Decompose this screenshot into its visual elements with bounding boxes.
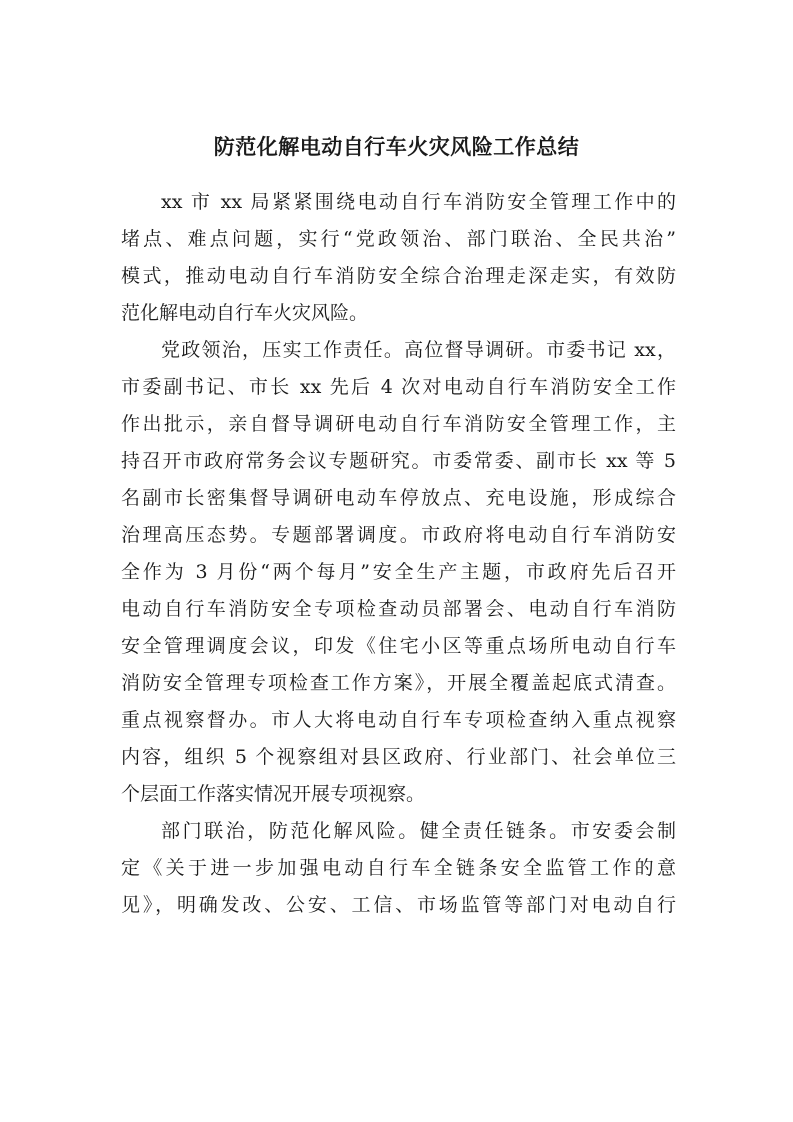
paragraph-line: 堵点、难点问题，实行“党政领治、部门联治、全民共治” bbox=[121, 228, 676, 250]
paragraph-department-joint bbox=[121, 813, 676, 924]
paragraph-line: 名副市长密集督导调研电动车停放点、充电设施，形成综合 bbox=[121, 487, 676, 509]
paragraph-line: xx 市 xx 局紧紧围绕电动自行车消防安全管理工作中的 bbox=[161, 191, 676, 213]
paragraph-line: 部门联治，防范化解风险。健全责任链条。市安委会制 bbox=[161, 820, 676, 842]
document-title: 防范化解电动自行车火灾风险工作总结 bbox=[213, 134, 580, 159]
paragraph-line: 重点视察督办。市人大将电动自行车专项检查纳入重点视察 bbox=[121, 709, 676, 731]
paragraph-line: 个层面工作落实情况开展专项视察。 bbox=[121, 783, 426, 805]
document-body bbox=[121, 184, 676, 924]
paragraph-line: 党政领治，压实工作责任。高位督导调研。市委书记 xx， bbox=[161, 339, 676, 361]
paragraph-line: 持召开市政府常务会议专题研究。市委常委、副市长 xx 等 5 bbox=[121, 450, 676, 472]
paragraph-line: 范化解电动自行车火灾风险。 bbox=[121, 302, 369, 324]
paragraph-line: 模式，推动电动自行车消防安全综合治理走深走实，有效防 bbox=[121, 265, 676, 287]
paragraph-line: 安全管理调度会议，印发《住宅小区等重点场所电动自行车 bbox=[121, 635, 676, 657]
paragraph-intro bbox=[121, 184, 676, 332]
paragraph-line: 内容，组织 5 个视察组对县区政府、行业部门、社会单位三 bbox=[121, 746, 676, 768]
paragraph-line: 消防安全管理专项检查工作方案》，开展全覆盖起底式清查。 bbox=[121, 672, 676, 694]
paragraph-line: 见》，明确发改、公安、工信、市场监管等部门对电动自行 bbox=[121, 894, 676, 916]
paragraph-line: 作出批示，亲自督导调研电动自行车消防安全管理工作，主 bbox=[121, 413, 676, 435]
paragraph-line: 定《关于进一步加强电动自行车全链条安全监管工作的意 bbox=[121, 857, 676, 879]
paragraph-party-government bbox=[121, 332, 676, 813]
paragraph-line: 全作为 3 月份“两个每月”安全生产主题，市政府先后召开 bbox=[121, 561, 676, 583]
paragraph-line: 电动自行车消防安全专项检查动员部署会、电动自行车消防 bbox=[121, 598, 676, 620]
paragraph-line: 治理高压态势。专题部署调度。市政府将电动自行车消防安 bbox=[121, 524, 676, 546]
paragraph-line: 市委副书记、市长 xx 先后 4 次对电动自行车消防安全工作 bbox=[121, 376, 676, 398]
